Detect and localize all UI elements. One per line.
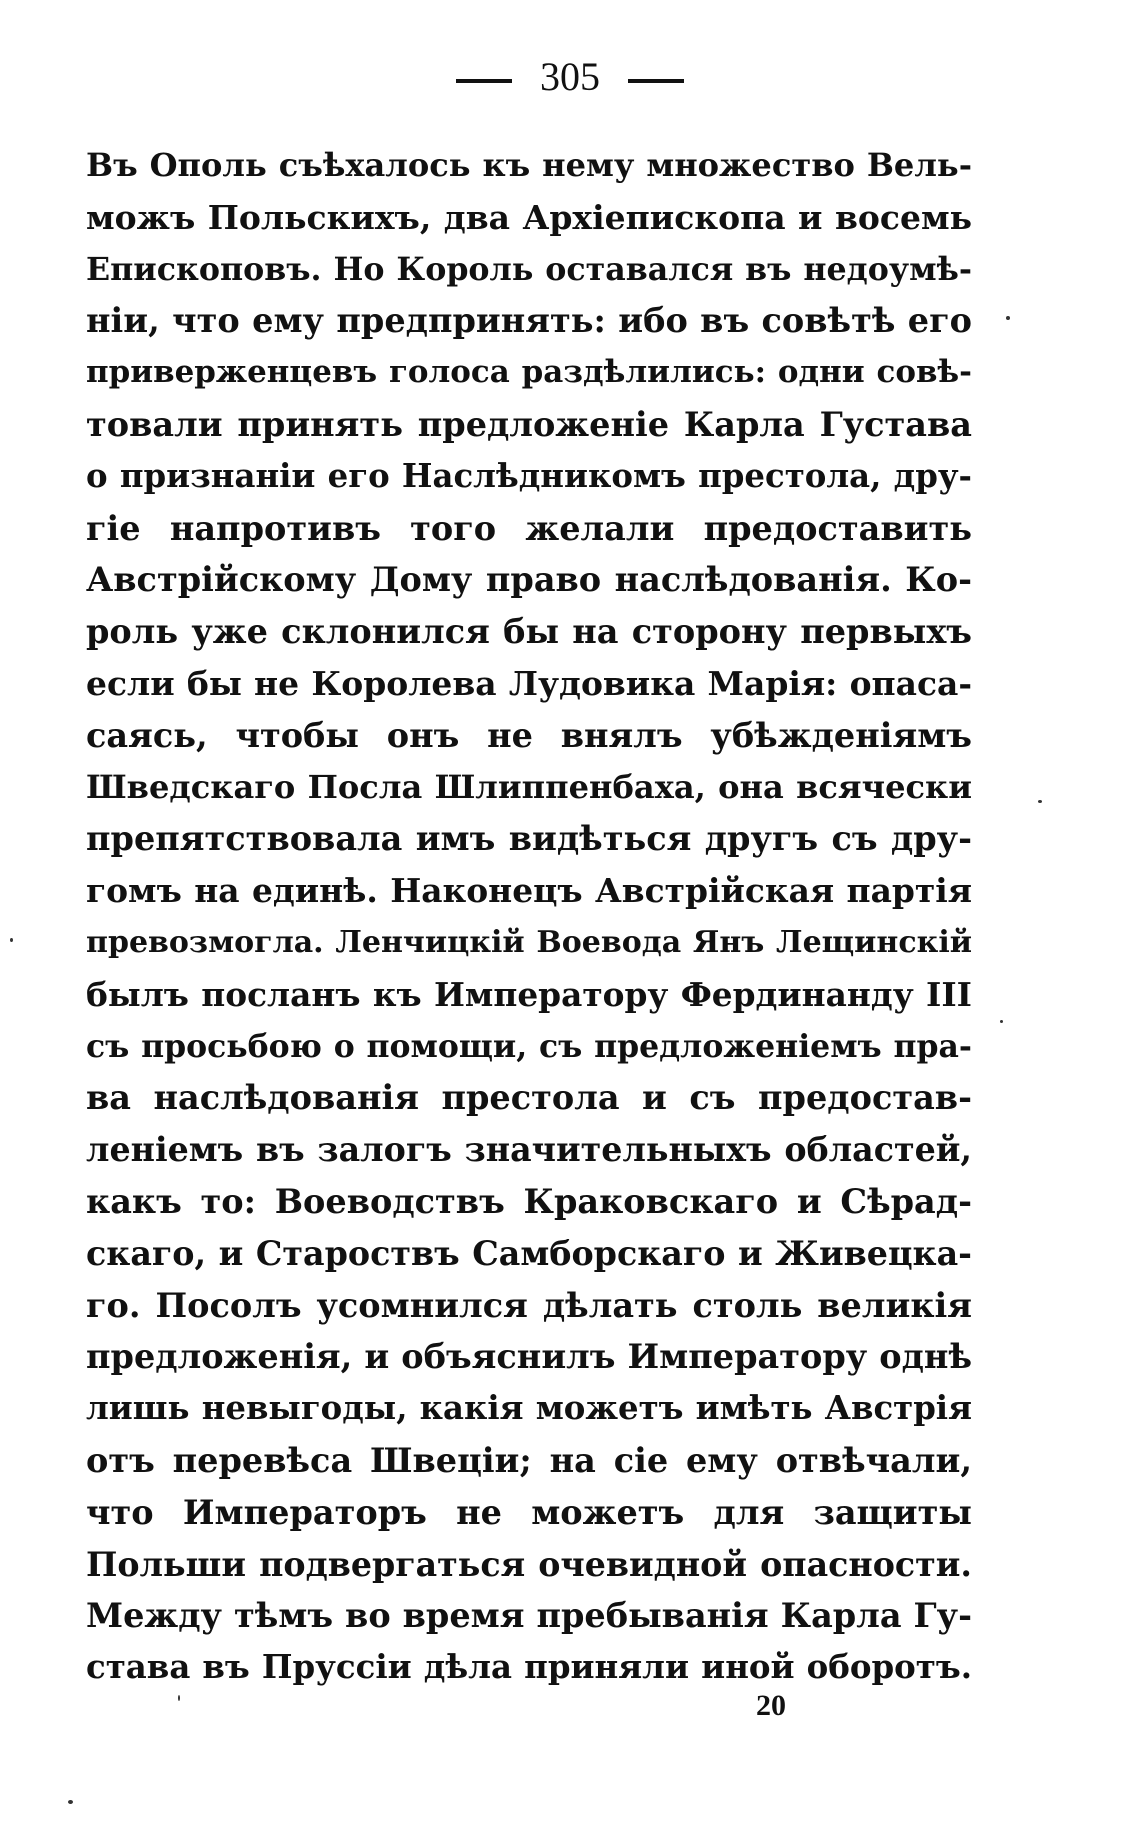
scan-speck bbox=[68, 1800, 73, 1804]
scan-speck bbox=[1006, 316, 1010, 320]
text-line: былъ посланъ къ Императору Фердинанду III bbox=[86, 974, 972, 1014]
text-line: Епископовъ. Но Король оставался въ недоумѣ- bbox=[86, 250, 972, 288]
signature-mark: 20 bbox=[756, 1689, 786, 1722]
text-line: ніи, что ему предпринять: ибо въ совѣтѣ его bbox=[86, 301, 972, 341]
text-line: го. Посолъ усомнился дѣлать столь великія bbox=[86, 1285, 972, 1325]
scan-speck bbox=[178, 1695, 180, 1701]
text-line: съ просьбою о помощи, съ предложеніемъ пра- bbox=[86, 1027, 972, 1065]
text-line: товали принять предложеніе Карла Густава bbox=[86, 404, 972, 444]
text-line: гомъ на единѣ. Наконецъ Австрійская партія bbox=[86, 871, 972, 911]
text-line: Шведскаго Посла Шлиппенбаха, она всячески bbox=[86, 767, 972, 806]
scan-speck bbox=[1038, 800, 1042, 803]
text-line: гіе напротивъ того желали предоставить bbox=[86, 508, 972, 548]
text-line: саясь, чтобы онъ не внялъ убѣжденіямъ bbox=[86, 715, 972, 755]
text-line: леніемъ въ залогъ значительныхъ областей, bbox=[86, 1130, 972, 1170]
page-header bbox=[0, 52, 1140, 102]
text-line: роль уже склонился бы на сторону первыхъ bbox=[86, 612, 972, 652]
text-line: ва наслѣдованія престола и съ предостав- bbox=[86, 1078, 972, 1118]
text-line: если бы не Королева Лудовика Марія: опаса- bbox=[86, 663, 972, 703]
text-line: става въ Пруссіи дѣла приняли иной оборотъ. bbox=[86, 1648, 972, 1687]
text-line: что Императоръ не можетъ для защиты bbox=[86, 1492, 972, 1532]
text-line: о признаніи его Наслѣдникомъ престола, дру- bbox=[86, 456, 972, 495]
text-line: предложенія, и объяснилъ Императору однѣ bbox=[86, 1337, 972, 1377]
text-line: препятствовала имъ видѣться другъ съ дру- bbox=[86, 819, 972, 859]
text-line: Польши подвергаться очевидной опасности. bbox=[86, 1544, 972, 1584]
page-body bbox=[86, 140, 972, 1694]
text-line: Между тѣмъ во время пребыванія Карла Гу- bbox=[86, 1596, 972, 1636]
header-dash-right bbox=[628, 79, 684, 83]
header-dash-left bbox=[456, 79, 512, 83]
text-line: Австрійскому Дому право наслѣдованія. Ко- bbox=[86, 560, 972, 600]
text-line: какъ то: Воеводствъ Краковскаго и Сѣрад- bbox=[86, 1181, 972, 1221]
scan-speck bbox=[1000, 1020, 1003, 1023]
text-line: отъ перевѣса Швеціи; на сіе ему отвѣчали, bbox=[86, 1440, 972, 1480]
text-line: приверженцевъ голоса раздѣлились: одни совѣ- bbox=[86, 354, 972, 391]
text-line: лишь невыгоды, какія можетъ имѣть Австрія bbox=[86, 1389, 972, 1428]
text-line: Въ Ополь съѣхалось къ нему множество Вель- bbox=[86, 146, 972, 184]
text-line: можъ Польскихъ, два Архіепископа и восемь bbox=[86, 197, 972, 237]
text-line: скаго, и Староствъ Самборскаго и Живецка- bbox=[86, 1233, 972, 1273]
scan-speck bbox=[10, 938, 13, 942]
page-number: 305 bbox=[540, 54, 600, 99]
text-line: превозмогла. Ленчицкій Воевода Янъ Лещинскій bbox=[86, 924, 972, 960]
